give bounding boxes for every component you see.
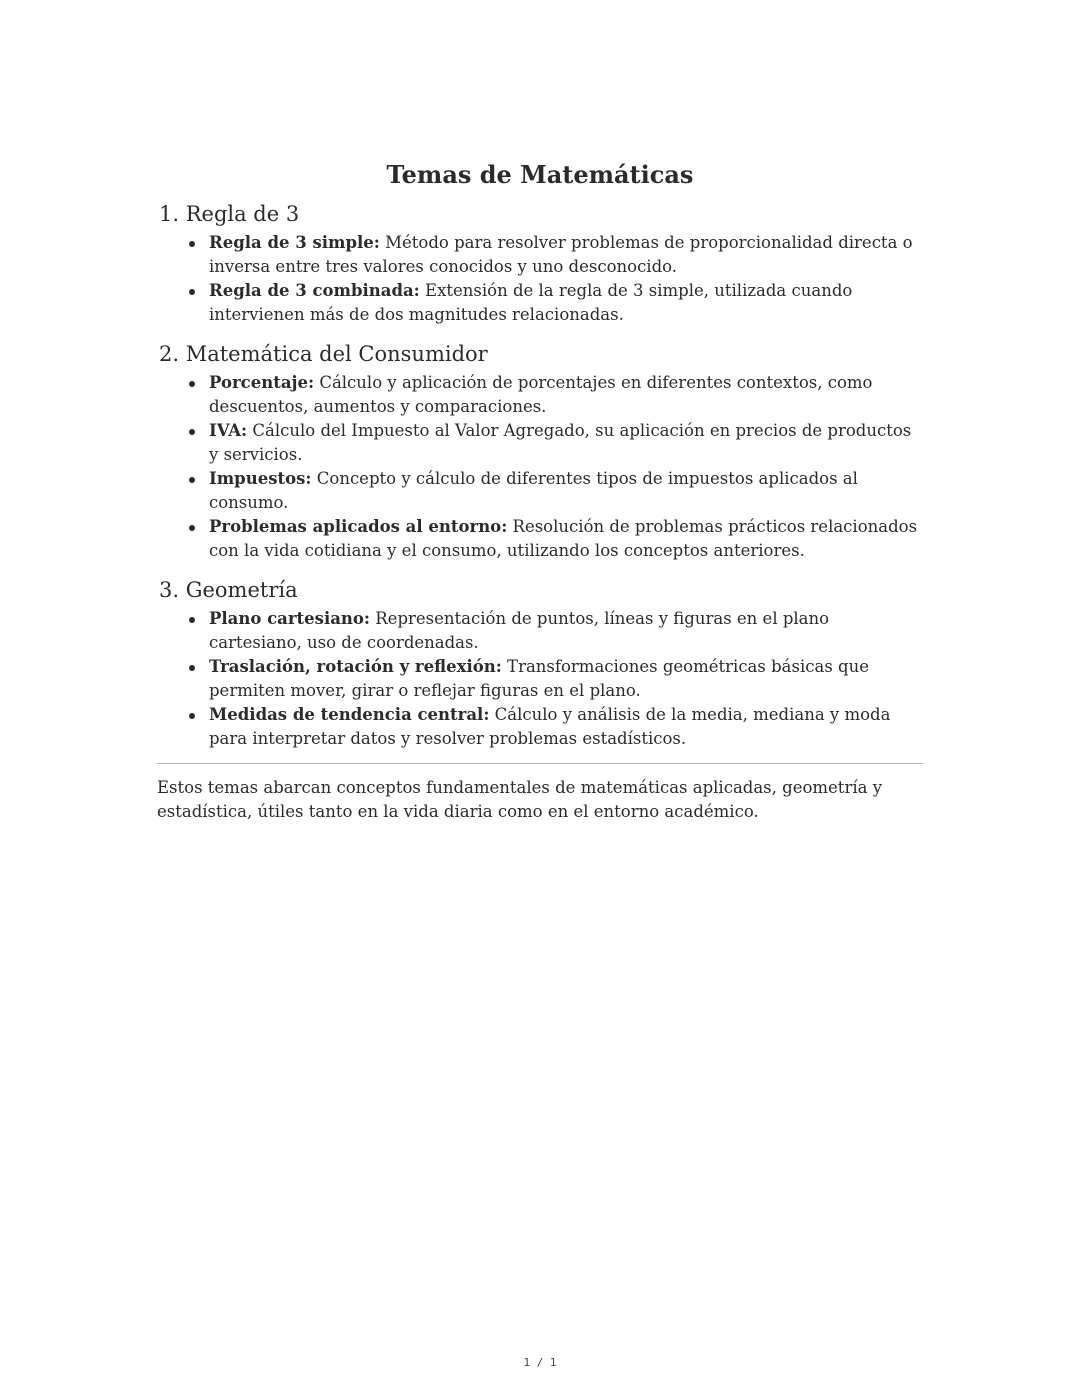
item-text: Cálculo y aplicación de porcentajes en diferentes contextos, como descuentos, aumentos y comparaciones. [209,373,873,416]
bullet-list [157,371,923,563]
list-item [209,279,923,327]
list-item [209,703,923,751]
list-item [209,371,923,419]
item-term: Problemas aplicados al entorno: [209,517,508,536]
section-geometria [157,575,923,751]
item-term: Traslación, rotación y reflexión: [209,657,502,676]
list-item [209,231,923,279]
bullet-icon [189,525,195,531]
document-title: Temas de Matemáticas [386,160,694,189]
item-term: Medidas de tendencia central: [209,705,490,724]
section-heading: 1. Regla de 3 [159,202,300,226]
list-item [209,467,923,515]
bullet-list [157,231,923,327]
section-matematica-del-consumidor [157,339,923,563]
item-text: Representación de puntos, líneas y figuras en el plano cartesiano, uso de coordenadas. [209,609,830,652]
divider [157,763,923,764]
item-term: Porcentaje: [209,373,315,392]
section-heading: 2. Matemática del Consumidor [159,342,488,366]
bullet-icon [189,477,195,483]
item-text: Método para resolver problemas de proporcionalidad directa o inversa entre tres valores conocidos y uno desconocido. [209,233,913,276]
item-text: Cálculo y análisis de la media, mediana y moda para interpretar datos y resolver problemas estadísticos. [209,705,891,748]
section-regla-de-3 [157,199,923,327]
bullet-icon [189,713,195,719]
bullet-icon [189,429,195,435]
item-text: Resolución de problemas prácticos relacionados con la vida cotidiana y el consumo, utilizando los conceptos anteriores. [209,517,918,560]
item-text: Cálculo del Impuesto al Valor Agregado, su aplicación en precios de productos y servicios. [209,421,912,464]
list-item [209,419,923,467]
item-term: IVA: [209,421,248,440]
bullet-icon [189,241,195,247]
bullet-list [157,607,923,751]
bullet-icon [189,289,195,295]
item-term: Impuestos: [209,469,312,488]
list-item [209,607,923,655]
list-item [209,515,923,563]
section-heading: 3. Geometría [159,578,298,602]
item-text: Extensión de la regla de 3 simple, utilizada cuando intervienen más de dos magnitudes relacionadas. [209,281,853,324]
bullet-icon [189,665,195,671]
bullet-icon [189,617,195,623]
item-text: Transformaciones geométricas básicas que permiten mover, girar o reflejar figuras en el plano. [209,657,869,700]
item-term: Regla de 3 combinada: [209,281,420,300]
document-page [157,157,923,824]
item-term: Plano cartesiano: [209,609,371,628]
item-text: Concepto y cálculo de diferentes tipos de impuestos aplicados al consumo. [209,469,858,512]
item-term: Regla de 3 simple: [209,233,380,252]
list-item [209,655,923,703]
page-number: 1 / 1 [523,1356,557,1369]
bullet-icon [189,381,195,387]
summary-paragraph: Estos temas abarcan conceptos fundamentales de matemáticas aplicadas, geometría y estadística, útiles tanto en la vida diaria como en el entorno académico. [157,778,883,821]
